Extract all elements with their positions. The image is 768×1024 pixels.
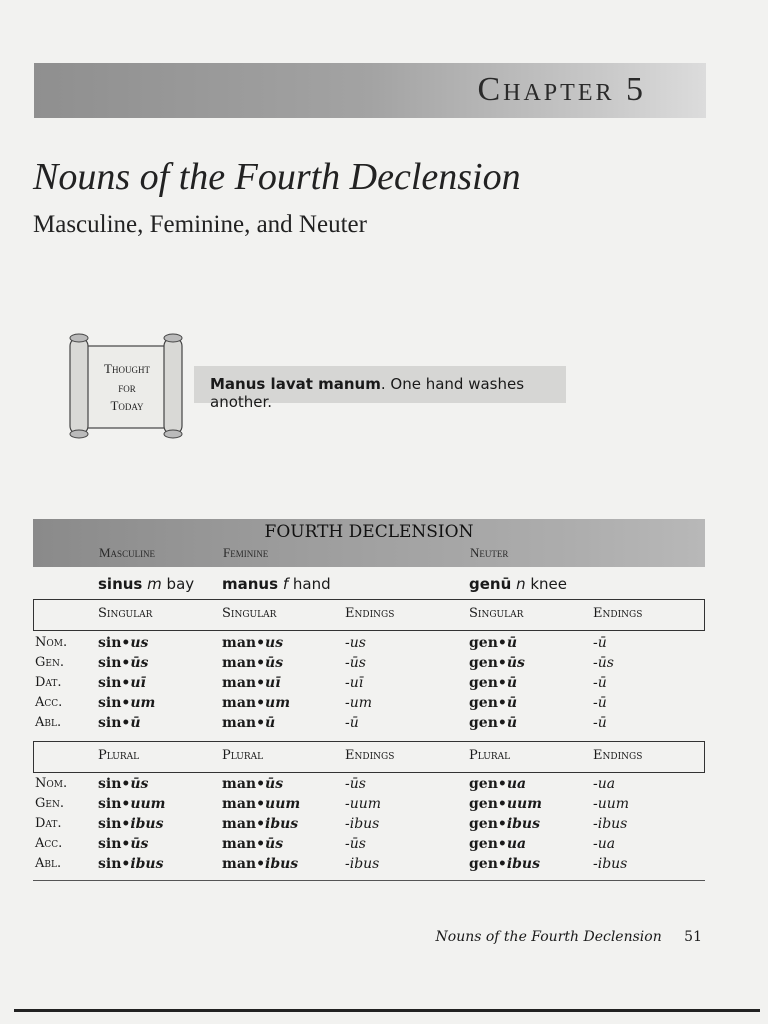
neuter-ending: -ibus bbox=[593, 856, 628, 872]
stem: man• bbox=[222, 816, 266, 832]
ending: ū bbox=[506, 695, 518, 711]
feminine-form bbox=[222, 675, 281, 691]
ending: ū bbox=[506, 715, 518, 731]
feminine-form bbox=[222, 695, 290, 711]
neuter-ending: -ū bbox=[593, 715, 607, 731]
stem: gen• bbox=[469, 856, 507, 872]
neuter-form bbox=[469, 635, 517, 651]
gender-neuter: Neuter bbox=[470, 545, 509, 560]
stem: man• bbox=[222, 695, 266, 711]
stem: gen• bbox=[469, 695, 507, 711]
header-cell: Plural bbox=[469, 748, 511, 763]
lemma-masculine bbox=[98, 575, 194, 593]
feminine-form bbox=[222, 655, 283, 671]
feminine-ending: -um bbox=[345, 695, 373, 711]
thought-latin: Manus lavat manum bbox=[210, 375, 381, 393]
ending: uī bbox=[130, 675, 146, 691]
stem: man• bbox=[222, 715, 266, 731]
ending: ūs bbox=[265, 836, 284, 852]
header-cell: Endings bbox=[593, 748, 643, 763]
stem: man• bbox=[222, 836, 266, 852]
header-cell: Plural bbox=[222, 748, 264, 763]
case-label: Acc. bbox=[35, 836, 63, 851]
ending: us bbox=[265, 635, 284, 651]
neuter-ending: -ū bbox=[593, 635, 607, 651]
ending: ū bbox=[130, 715, 141, 731]
thought-badge-line-2: for bbox=[118, 380, 136, 395]
page-title: Nouns of the Fourth Declension bbox=[33, 156, 521, 198]
stem: gen• bbox=[469, 715, 507, 731]
ending: ū bbox=[506, 675, 518, 691]
stem: gen• bbox=[469, 836, 507, 852]
ending: ūs bbox=[130, 836, 149, 852]
feminine-form bbox=[222, 836, 283, 852]
lemma-feminine bbox=[222, 575, 331, 593]
feminine-form bbox=[222, 635, 283, 651]
stem: sin• bbox=[98, 675, 131, 691]
masculine-form bbox=[98, 695, 155, 711]
stem: gen• bbox=[469, 635, 507, 651]
masculine-form bbox=[98, 655, 148, 671]
stem: gen• bbox=[469, 816, 507, 832]
masculine-form bbox=[98, 856, 164, 872]
neuter-form bbox=[469, 655, 525, 671]
ending: ibus bbox=[506, 816, 540, 832]
neuter-ending: -ūs bbox=[593, 655, 614, 671]
stem: sin• bbox=[98, 796, 131, 812]
header-cell: Singular bbox=[469, 606, 524, 621]
table-bottom-rule bbox=[33, 880, 705, 881]
page-edge bbox=[14, 1009, 760, 1012]
lemma-word: manus bbox=[222, 575, 279, 593]
feminine-form bbox=[222, 776, 283, 792]
masculine-form bbox=[98, 635, 148, 651]
feminine-ending: -ibus bbox=[345, 816, 380, 832]
masculine-form bbox=[98, 816, 164, 832]
thought-box bbox=[194, 366, 566, 411]
ending: ibus bbox=[265, 816, 299, 832]
neuter-ending: -ū bbox=[593, 675, 607, 691]
stem: sin• bbox=[98, 836, 131, 852]
masculine-form bbox=[98, 776, 148, 792]
neuter-form bbox=[469, 816, 540, 832]
ending: ūs bbox=[265, 655, 284, 671]
chapter-banner bbox=[34, 63, 706, 118]
case-label: Abl. bbox=[35, 856, 62, 871]
thought-badge-line-3: Today bbox=[110, 398, 144, 413]
page-footer bbox=[436, 929, 702, 945]
footer-title: Nouns of the Fourth Declension bbox=[435, 929, 662, 945]
header-cell: Endings bbox=[593, 606, 643, 621]
ending: ūs bbox=[265, 776, 284, 792]
feminine-ending: -us bbox=[345, 635, 366, 651]
case-label: Dat. bbox=[35, 675, 62, 690]
case-label: Gen. bbox=[35, 796, 64, 811]
plural-header-row bbox=[33, 741, 705, 773]
stem: man• bbox=[222, 675, 266, 691]
stem: sin• bbox=[98, 816, 131, 832]
ending: uī bbox=[265, 675, 281, 691]
lemma-meaning: bay bbox=[166, 575, 195, 593]
stem: sin• bbox=[98, 856, 131, 872]
ending: ibus bbox=[130, 816, 164, 832]
lemma-neuter bbox=[469, 575, 567, 593]
stem: man• bbox=[222, 796, 266, 812]
neuter-form bbox=[469, 695, 517, 711]
chapter-title: Chapter 5 bbox=[477, 71, 646, 108]
feminine-ending: -uī bbox=[345, 675, 364, 691]
neuter-ending: -ua bbox=[593, 776, 616, 792]
neuter-form bbox=[469, 776, 526, 792]
case-label: Acc. bbox=[35, 695, 63, 710]
lemma-word: genū bbox=[469, 575, 512, 593]
neuter-ending: -uum bbox=[593, 796, 630, 812]
stem: sin• bbox=[98, 715, 131, 731]
stem: man• bbox=[222, 635, 266, 651]
neuter-form bbox=[469, 675, 517, 691]
singular-header-row bbox=[33, 599, 705, 631]
case-label: Dat. bbox=[35, 816, 62, 831]
thought-badge-line-1: Thought bbox=[104, 361, 150, 376]
ending: um bbox=[265, 695, 291, 711]
masculine-form bbox=[98, 675, 146, 691]
neuter-form bbox=[469, 856, 540, 872]
stem: sin• bbox=[98, 635, 131, 651]
feminine-form bbox=[222, 856, 298, 872]
masculine-form bbox=[98, 796, 166, 812]
neuter-form bbox=[469, 836, 526, 852]
ending: ua bbox=[506, 776, 527, 792]
ending: ua bbox=[506, 836, 527, 852]
lemma-meaning: knee bbox=[530, 575, 568, 593]
lemma-gender: f bbox=[282, 575, 289, 593]
ending: ibus bbox=[265, 856, 299, 872]
header-cell: Endings bbox=[345, 748, 395, 763]
feminine-form bbox=[222, 796, 300, 812]
page-number: 51 bbox=[684, 929, 702, 945]
lemma-gender: n bbox=[516, 575, 526, 593]
declension-title: FOURTH DECLENSION bbox=[264, 522, 474, 542]
ending: um bbox=[130, 695, 156, 711]
header-cell: Singular bbox=[222, 606, 277, 621]
neuter-ending: -ibus bbox=[593, 816, 628, 832]
ending: uum bbox=[506, 796, 542, 812]
stem: gen• bbox=[469, 776, 507, 792]
stem: gen• bbox=[469, 796, 507, 812]
header-cell: Singular bbox=[98, 606, 153, 621]
header-cell: Plural bbox=[98, 748, 140, 763]
lemma-meaning: hand bbox=[292, 575, 331, 593]
declension-banner bbox=[33, 519, 705, 567]
case-label: Nom. bbox=[35, 635, 68, 650]
case-label: Abl. bbox=[35, 715, 62, 730]
ending: ūs bbox=[130, 776, 149, 792]
case-label: Nom. bbox=[35, 776, 68, 791]
thought-english: . One hand washes another. bbox=[210, 375, 525, 411]
feminine-ending: -ū bbox=[345, 715, 359, 731]
case-label: Gen. bbox=[35, 655, 64, 670]
feminine-form bbox=[222, 816, 298, 832]
ending: us bbox=[130, 635, 149, 651]
ending: ibus bbox=[506, 856, 540, 872]
stem: man• bbox=[222, 856, 266, 872]
feminine-ending: -uum bbox=[345, 796, 382, 812]
stem: sin• bbox=[98, 776, 131, 792]
ending: uum bbox=[130, 796, 166, 812]
ending: ū bbox=[506, 635, 518, 651]
neuter-ending: -ū bbox=[593, 695, 607, 711]
masculine-form bbox=[98, 715, 141, 731]
lemma-word: sinus bbox=[98, 575, 143, 593]
stem: man• bbox=[222, 776, 266, 792]
stem: gen• bbox=[469, 675, 507, 691]
ending: ibus bbox=[130, 856, 164, 872]
ending: ūs bbox=[130, 655, 149, 671]
gender-masculine: Masculine bbox=[99, 545, 156, 560]
stem: man• bbox=[222, 655, 266, 671]
feminine-ending: -ūs bbox=[345, 836, 366, 852]
feminine-ending: -ūs bbox=[345, 776, 366, 792]
lemma-gender: m bbox=[147, 575, 162, 593]
neuter-form bbox=[469, 715, 517, 731]
feminine-form bbox=[222, 715, 275, 731]
feminine-ending: -ibus bbox=[345, 856, 380, 872]
ending: uum bbox=[265, 796, 301, 812]
neuter-form bbox=[469, 796, 542, 812]
thought-text bbox=[210, 375, 566, 411]
gender-feminine: Feminine bbox=[223, 545, 269, 560]
neuter-ending: -ua bbox=[593, 836, 616, 852]
masculine-form bbox=[98, 836, 148, 852]
header-cell: Endings bbox=[345, 606, 395, 621]
page-subtitle: Masculine, Feminine, and Neuter bbox=[33, 211, 367, 238]
feminine-ending: -ūs bbox=[345, 655, 366, 671]
ending: ūs bbox=[506, 655, 525, 671]
stem: gen• bbox=[469, 655, 507, 671]
stem: sin• bbox=[98, 695, 131, 711]
stem: sin• bbox=[98, 655, 131, 671]
ending: ū bbox=[265, 715, 276, 731]
